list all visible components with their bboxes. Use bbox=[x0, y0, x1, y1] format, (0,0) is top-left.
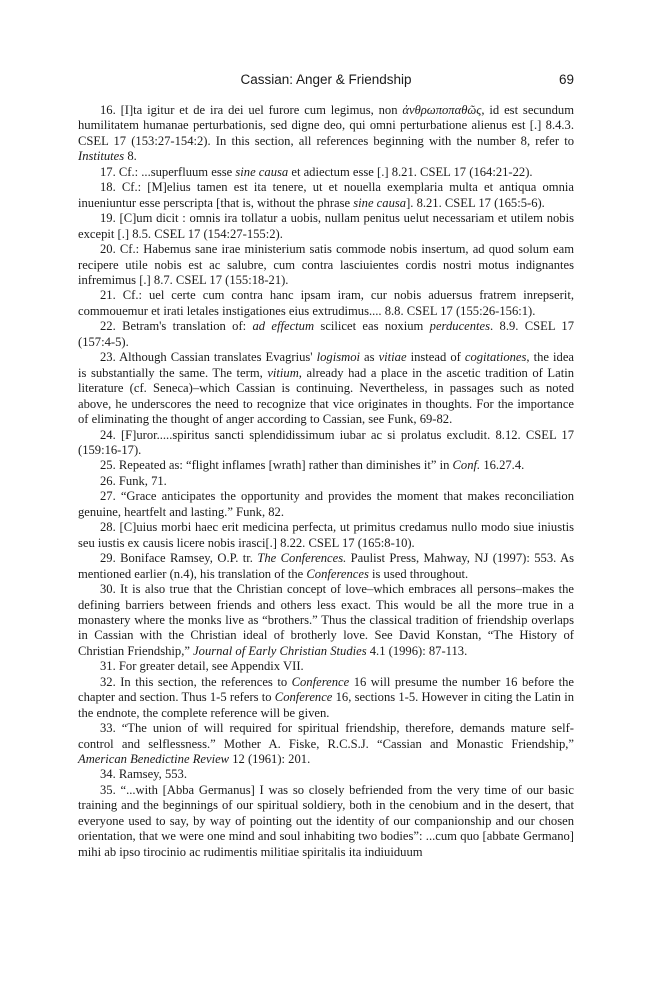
endnote bbox=[78, 242, 574, 288]
endnote-text: 19. [C]um dicit : omnis ira tollatur a uobis, nullam penitus uelut necessariam et utilem nobis excepit [.] 8.5. CSEL 17 (154:27-155:2). bbox=[78, 211, 574, 241]
endnote-text: 27. “Grace anticipates the opportunity and provides the moment that makes reconciliation genuine, heartfelt and lasting.” Funk, 82. bbox=[78, 489, 574, 519]
endnote-text: 16 will presume the number 16 before the chapter and section. Thus 1-5 refers to bbox=[78, 674, 574, 705]
endnote bbox=[78, 180, 574, 211]
endnote-text: 12 (1961): 201. bbox=[229, 752, 311, 767]
endnote-italic-text: perducentes bbox=[429, 319, 491, 334]
endnote bbox=[78, 520, 574, 551]
endnotes bbox=[78, 103, 574, 860]
endnote bbox=[78, 288, 574, 319]
endnote-italic-text: Journal of Early Christian Studies bbox=[193, 643, 367, 658]
endnote-text: is used throughout. bbox=[368, 566, 469, 581]
endnote-text: 33. “The union of will required for spiritual friendship, therefore, demands mature self-control and selflessness.” Mother A. Fiske, R.C.S.J. “Cassian and Monastic Friendship,” bbox=[78, 721, 574, 751]
endnote-italic-text: Conference bbox=[274, 690, 333, 705]
endnote-text: 16.27.4. bbox=[480, 458, 525, 473]
endnote-text: 25. Repeated as: “flight inflames [wrath] rather than diminishes it” in bbox=[100, 458, 453, 473]
endnote-italic-text: ἀνθρωποπαθῶς bbox=[402, 103, 482, 117]
endnote-text: 21. Cf.: uel certe cum contra hanc ipsam iram, cur nobis aduersus fratrem inrepserit, commouemur et irati letales instigationes eius extrudimus.... 8.8. CSEL 17 (155:26-156:1). bbox=[78, 288, 574, 318]
endnote-text: 32. In this section, the references to bbox=[100, 674, 292, 689]
endnote-text: 31. For greater detail, see Appendix VII. bbox=[100, 659, 304, 674]
endnote-text: 35. “...with [Abba Germanus] I was so closely befriended from the very time of our basic training and the beginnings of our spiritual soldiery, both in the cenobium and in the desert, that everyone used to say, by way of pointing out the identity of our companionship and our chosen orientation, that we were one mind and soul inhabiting two bodies”: ...cum quo [abbate Germano] mihi ab ipso tirocinio ac rudimentis militiae spiritalis ita indiuiduum bbox=[78, 782, 574, 859]
endnote-text: 34. Ramsey, 553. bbox=[100, 767, 187, 782]
endnote-text: already had a place in the ascetic tradition of Latin literature (cf. Seneca)–which Cassian is continuing. Nevertheless, in passages such as noted above, he underscores the need to recognize that vice originates in thoughts. For the importance of eliminating the thought of anger according to Cassian, see Funk, 69-82. bbox=[78, 365, 574, 427]
endnote bbox=[78, 103, 574, 165]
endnote-text: 17. Cf.: ...superfluum esse bbox=[100, 164, 236, 179]
endnote-italic-text: vitiae bbox=[378, 350, 407, 365]
endnote-italic-text: Institutes bbox=[78, 149, 125, 164]
endnote-italic-text: cogitationes bbox=[464, 350, 527, 365]
endnote-text: ]. 8.21. CSEL 17 (165:5-6). bbox=[406, 195, 545, 210]
endnote bbox=[78, 675, 574, 721]
endnote bbox=[78, 319, 574, 350]
endnote-italic-text: sine causa bbox=[353, 195, 407, 210]
endnote bbox=[78, 767, 574, 782]
endnote-text: 16. [I]ta igitur et de ira dei uel furore cum legimus, non bbox=[100, 103, 403, 117]
endnote-italic-text: sine causa bbox=[235, 164, 289, 179]
endnote-text: 20. Cf.: Habemus sane irae ministerium satis commode nobis insertum, ad quod solum eam recipere utile nobis est ac salubre, cum contra lasciuientes cordis nostri motus indignantes infremimus [.] 8.7. CSEL 17 (155:18-21). bbox=[78, 242, 574, 287]
endnote-text: 28. [C]uius morbi haec erit medicina perfecta, ut primitus credamus nullo modo siue iniustis seu iustis ex causis licere nobis irasci[.] 8.22. CSEL 17 (165:8-10). bbox=[78, 520, 574, 550]
endnote bbox=[78, 489, 574, 520]
endnote bbox=[78, 165, 574, 180]
endnote-italic-text: logismoi bbox=[316, 350, 360, 365]
endnote bbox=[78, 721, 574, 767]
endnote-text: 18. Cf.: [M]elius tamen est ita tenere, ut et nouella exemplaria multa et antiqua omnia inueniuntur esse perscripta [that is, without the phrase bbox=[78, 180, 574, 210]
endnote bbox=[78, 428, 574, 459]
endnote-italic-text: Conferences bbox=[306, 566, 369, 581]
endnote-text: 23. Although Cassian translates Evagrius' bbox=[100, 350, 317, 365]
endnote-text: 30. It is also true that the Christian concept of love–which embraces all persons–makes the defining barriers between friends and others less exact. This would be all the more true in a monastery where the monks live as “brothers.” Thus the classical tradition of friendship overlaps in Cassian with the Christian ideal of brotherly love. See David Konstan, “The History of Christian Friendship,” bbox=[78, 582, 574, 658]
endnote bbox=[78, 582, 574, 659]
running-header bbox=[78, 72, 574, 92]
endnote-text: 24. [F]uror.....spiritus sancti splendidissimum iubar ac si prolatus excludit. 8.12. CSEL 17 (159:16-17). bbox=[78, 427, 574, 457]
endnote-text: 4.1 (1996): 87-113. bbox=[366, 643, 468, 658]
endnote-text: . 8.9. CSEL 17 (157:4-5). bbox=[78, 319, 575, 349]
endnote-text: scilicet eas noxium bbox=[314, 319, 430, 334]
endnote bbox=[78, 350, 574, 427]
endnote-italic-text: The Conferences. bbox=[257, 551, 347, 566]
endnote-text: 8. bbox=[124, 149, 137, 164]
endnote bbox=[78, 474, 574, 489]
endnote-text: , the idea is substantially the same. The term, bbox=[78, 350, 575, 380]
endnote-italic-text: ad effectum bbox=[252, 319, 315, 334]
endnote-italic-text: vitium, bbox=[267, 365, 302, 380]
endnote-italic-text: Conf. bbox=[452, 458, 481, 473]
endnote-text: 26. Funk, 71. bbox=[100, 473, 167, 488]
endnote-italic-text: American Benedictine Review bbox=[78, 752, 230, 767]
endnote-text: Paulist Press, Mahway, NJ (1997): 553. As mentioned earlier (n.4), his translation of the bbox=[78, 551, 574, 581]
endnote bbox=[78, 659, 574, 674]
running-title: Cassian: Anger & Friendship bbox=[240, 72, 412, 87]
endnote bbox=[78, 211, 574, 242]
endnote-text: 22. Betram's translation of: bbox=[100, 319, 253, 334]
endnote-italic-text: Conference bbox=[291, 674, 350, 689]
endnote-text: as bbox=[360, 350, 379, 365]
endnote-text: instead of bbox=[406, 350, 465, 365]
endnote-text: 29. Boniface Ramsey, O.P. tr. bbox=[100, 551, 258, 566]
endnote bbox=[78, 551, 574, 582]
endnote bbox=[78, 783, 574, 860]
page-number: 69 bbox=[558, 72, 574, 87]
endnote-text: , id est secundum humilitatem humanae perturbationis, sed digne deo, qui omni perturbatione alienus est [.] 8.4.3. CSEL 17 (153:27-154:2). In this section, all references beginning with the number 8, refer to bbox=[78, 103, 574, 148]
endnote bbox=[78, 458, 574, 473]
endnote-text: 16, sections 1-5. However in citing the Latin in the endnote, the complete reference will be given. bbox=[78, 690, 574, 720]
endnote-text: et adiectum esse [.] 8.21. CSEL 17 (164:21-22). bbox=[288, 164, 533, 179]
